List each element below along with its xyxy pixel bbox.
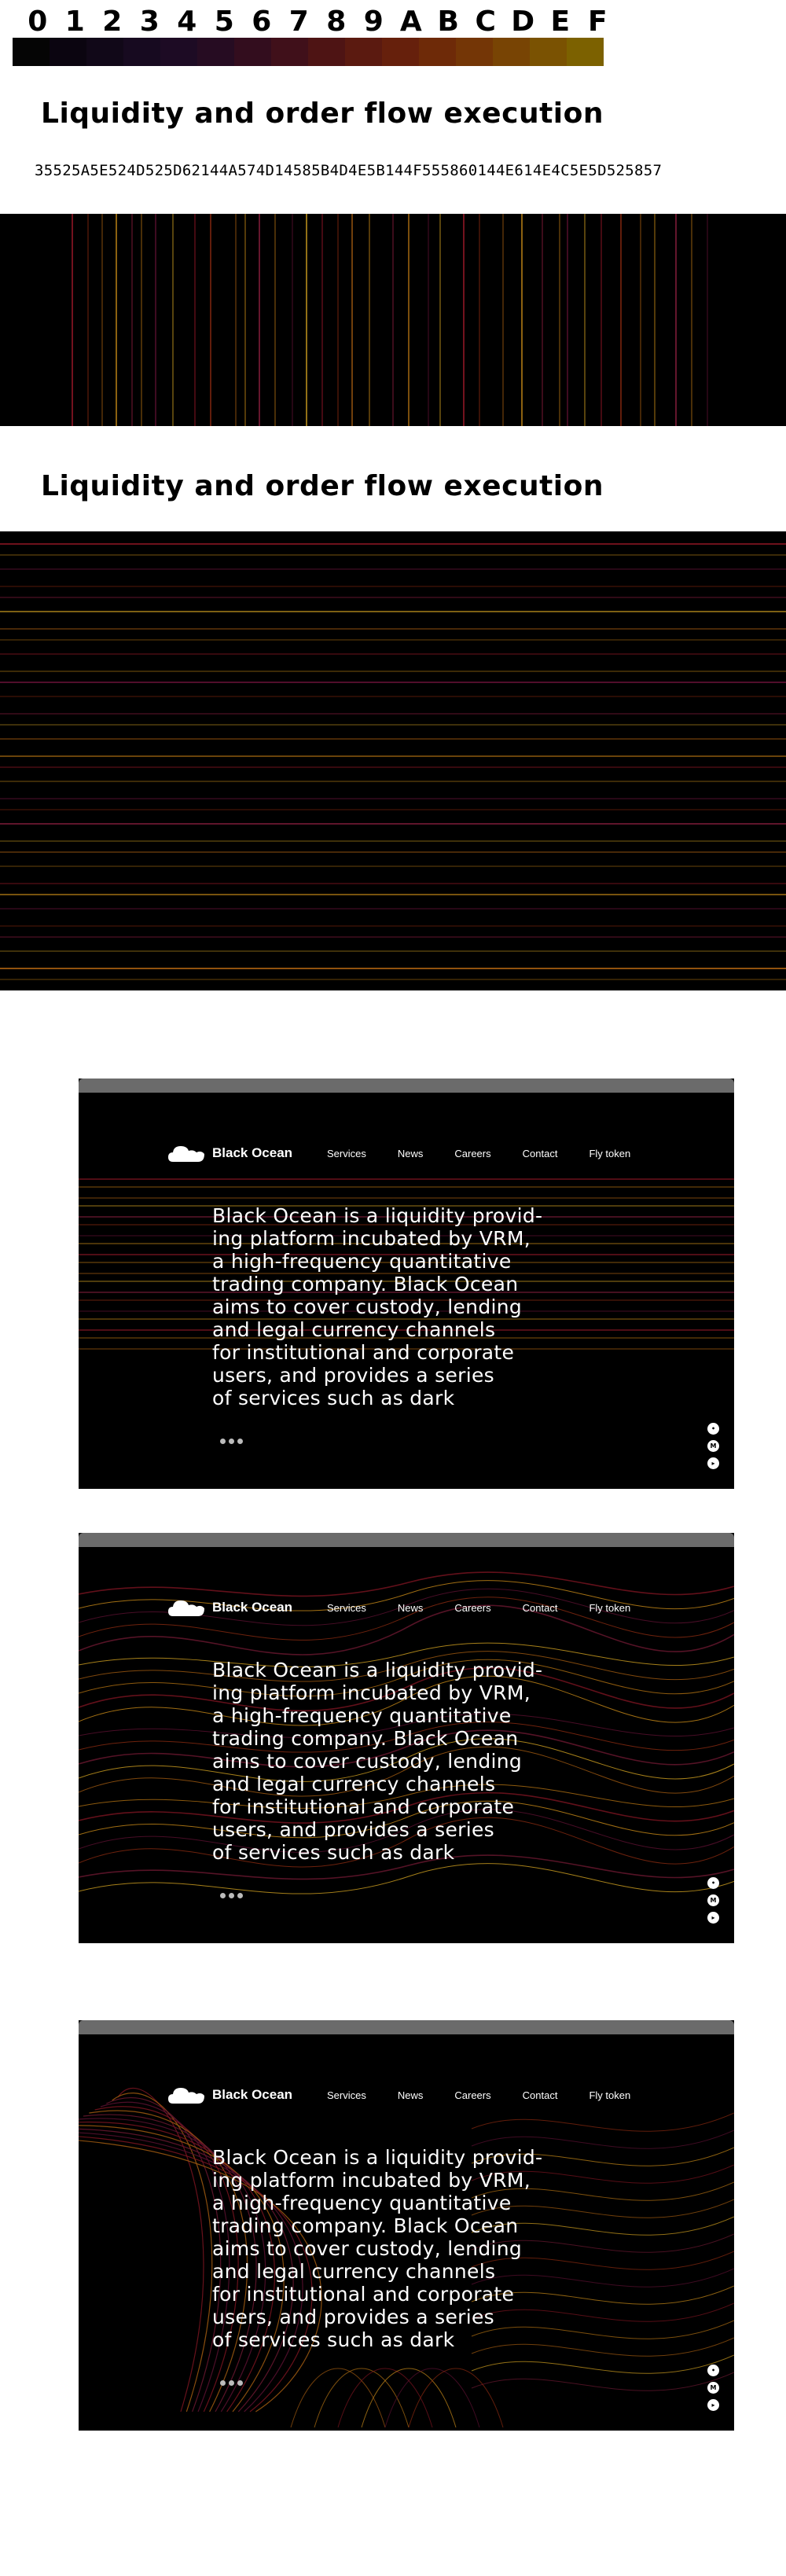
flow-line	[118, 2088, 204, 2412]
social-links	[707, 1877, 720, 1929]
main-nav	[327, 1602, 662, 1614]
hex-digit: 4	[177, 6, 197, 38]
nav-item[interactable]: Services	[327, 2089, 366, 2101]
hex-digit: 9	[363, 6, 384, 38]
site-header	[167, 2083, 292, 2107]
hero-text	[212, 1204, 605, 1409]
website-mockup-3	[79, 2020, 734, 2431]
gradient-swatch	[493, 38, 530, 66]
gradient-swatch	[197, 38, 234, 66]
flow-line	[472, 2355, 734, 2373]
flow-line	[472, 2372, 734, 2390]
browser-chrome-bar	[79, 2020, 734, 2034]
hex-digit: 2	[102, 6, 123, 38]
hero-line: a high-frequency quantitative	[212, 2192, 512, 2214]
telegram-icon[interactable]: ▸	[707, 2399, 719, 2411]
hero-line: ing platform incubated by VRM,	[212, 2169, 531, 2192]
gradient-swatch	[345, 38, 382, 66]
flow-line	[79, 1572, 734, 1596]
flow-line	[101, 2102, 230, 2412]
gradient-swatch	[419, 38, 456, 66]
nav-item[interactable]: Fly token	[589, 1148, 631, 1159]
main-nav	[327, 1148, 662, 1159]
more-dots-button[interactable]	[220, 1893, 246, 1898]
nav-item[interactable]: Services	[327, 1148, 366, 1159]
hero-line: Black Ocean is a liquidity provid-	[212, 2146, 543, 2169]
flow-line	[291, 2368, 385, 2427]
nav-item[interactable]: Services	[327, 1602, 366, 1614]
gradient-swatch	[13, 38, 50, 66]
hex-digit: E	[550, 6, 571, 38]
hex-digit-scale	[19, 6, 616, 38]
nav-item[interactable]: News	[397, 2089, 424, 2101]
flow-line	[79, 1864, 734, 1894]
hero-line: for institutional and corporate	[212, 2283, 515, 2306]
hex-digit: B	[437, 6, 459, 38]
color-gradient-bar	[13, 38, 604, 66]
hex-digit: 3	[139, 6, 160, 38]
hero-text	[212, 1659, 605, 1864]
hex-digit: C	[475, 6, 496, 38]
medium-icon[interactable]: M	[707, 1440, 719, 1452]
gradient-swatch	[86, 38, 123, 66]
flow-line	[338, 2368, 432, 2427]
browser-chrome-bar	[79, 1079, 734, 1093]
section-heading-2: Liquidity and order flow execution	[41, 470, 604, 502]
nav-item[interactable]: Careers	[454, 1602, 491, 1614]
site-header	[167, 1141, 292, 1165]
flow-line	[409, 2368, 503, 2427]
horizontal-lines-graphic	[0, 531, 786, 990]
hero-line: and legal currency channels	[212, 1318, 496, 1341]
hero-line: aims to cover custody, lending	[212, 1750, 523, 1773]
hero-line: for institutional and corporate	[212, 1341, 515, 1364]
gradient-swatch	[308, 38, 345, 66]
twitter-icon[interactable]: •	[707, 1423, 719, 1435]
cloud-icon	[167, 1141, 206, 1165]
hex-digit: 6	[252, 6, 272, 38]
social-links	[707, 2365, 720, 2416]
hero-text	[212, 2146, 605, 2351]
gradient-swatch	[123, 38, 160, 66]
gradient-swatch	[271, 38, 308, 66]
brand-name: Black Ocean	[212, 2087, 293, 2102]
website-mockup-2	[79, 1533, 734, 1943]
twitter-icon[interactable]: •	[707, 1877, 719, 1889]
hero-line: users, and provides a series	[212, 1364, 494, 1387]
nav-item[interactable]: Fly token	[589, 2089, 631, 2101]
flow-line	[472, 2113, 734, 2131]
hero-line: ing platform incubated by VRM,	[212, 1227, 531, 1250]
cloud-icon	[167, 1596, 206, 1619]
medium-icon[interactable]: M	[707, 1894, 719, 1906]
hero-line: trading company. Black Ocean	[212, 2214, 519, 2237]
nav-item[interactable]: Careers	[454, 2089, 491, 2101]
hex-digit: A	[399, 6, 422, 38]
brand-logo[interactable]	[167, 1596, 292, 1619]
hex-digit: 7	[288, 6, 309, 38]
hex-digit: 5	[214, 6, 234, 38]
social-links	[707, 1423, 720, 1475]
hero-line: trading company. Black Ocean	[212, 1273, 519, 1295]
hero-line: for institutional and corporate	[212, 1795, 515, 1818]
hero-line: trading company. Black Ocean	[212, 1727, 519, 1750]
hero-line: ing platform incubated by VRM,	[212, 1681, 531, 1704]
website-mockup-1	[79, 1079, 734, 1489]
nav-item[interactable]: Contact	[522, 1148, 558, 1159]
twitter-icon[interactable]: •	[707, 2365, 719, 2376]
hex-digit: 0	[28, 6, 48, 38]
flow-line	[112, 2093, 212, 2412]
vertical-lines-band	[0, 214, 786, 426]
hex-digit: 1	[64, 6, 85, 38]
hero-line: and legal currency channels	[212, 1773, 496, 1795]
hero-line: Black Ocean is a liquidity provid-	[212, 1204, 543, 1227]
browser-chrome-bar	[79, 1533, 734, 1547]
main-nav	[327, 2089, 662, 2101]
nav-item[interactable]: News	[397, 1602, 424, 1614]
hero-line: and legal currency channels	[212, 2260, 496, 2283]
flow-line	[385, 2368, 479, 2427]
nav-item[interactable]: Contact	[522, 1602, 558, 1614]
hero-line: of services such as dark	[212, 1387, 455, 1409]
gradient-swatch	[382, 38, 419, 66]
nav-item[interactable]: Careers	[454, 1148, 491, 1159]
hero-line: users, and provides a series	[212, 2306, 494, 2328]
section-heading-1: Liquidity and order flow execution	[41, 97, 604, 130]
more-dots-button[interactable]	[220, 2380, 246, 2386]
cloud-icon	[167, 2083, 206, 2107]
hero-line: Black Ocean is a liquidity provid-	[212, 1659, 543, 1681]
flow-line	[362, 2368, 456, 2427]
gradient-swatch	[530, 38, 567, 66]
gradient-swatch	[234, 38, 271, 66]
hero-line: aims to cover custody, lending	[212, 1295, 523, 1318]
hex-digit: F	[587, 6, 608, 38]
brand-name: Black Ocean	[212, 1145, 293, 1160]
hex-digit: 8	[326, 6, 347, 38]
gradient-swatch	[50, 38, 86, 66]
brand-name: Black Ocean	[212, 1600, 293, 1615]
gradient-swatch	[567, 38, 604, 66]
vertical-lines-graphic	[0, 214, 786, 426]
nav-item[interactable]: News	[397, 1148, 424, 1159]
hero-line: users, and provides a series	[212, 1818, 494, 1841]
horizontal-lines-band	[0, 531, 786, 990]
telegram-icon[interactable]: ▸	[707, 1912, 719, 1924]
nav-item[interactable]: Fly token	[589, 1602, 631, 1614]
brand-logo[interactable]	[167, 1141, 292, 1165]
hex-digit: D	[511, 6, 535, 38]
hero-line: a high-frequency quantitative	[212, 1704, 512, 1727]
flow-line	[314, 2368, 409, 2427]
more-dots-button[interactable]	[220, 1439, 246, 1444]
hero-line: a high-frequency quantitative	[212, 1250, 512, 1273]
site-header	[167, 1596, 292, 1619]
gradient-swatch	[456, 38, 493, 66]
hero-line: of services such as dark	[212, 1841, 455, 1864]
telegram-icon[interactable]: ▸	[707, 1457, 719, 1469]
nav-item[interactable]: Contact	[522, 2089, 558, 2101]
brand-logo[interactable]	[167, 2083, 292, 2107]
hex-string: 35525A5E524D525D62144A574D14585B4D4E5B144F555860144E614E4C5E5D525857	[35, 162, 663, 179]
hero-line: of services such as dark	[212, 2328, 455, 2351]
hero-line: aims to cover custody, lending	[212, 2237, 523, 2260]
gradient-swatch	[160, 38, 197, 66]
medium-icon[interactable]: M	[707, 2382, 719, 2394]
